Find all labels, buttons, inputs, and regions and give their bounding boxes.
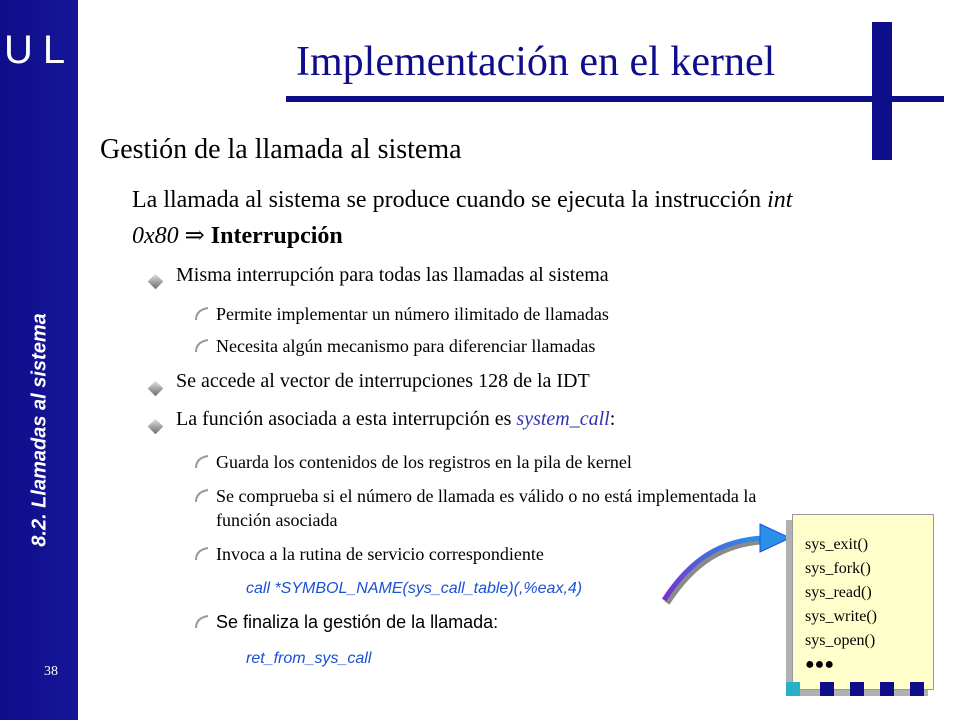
table-entry: sys_open()	[805, 632, 876, 649]
intro-code: int 0x80	[132, 187, 793, 249]
bullet-3-4: Se finaliza la gestión de la llamada:	[216, 612, 499, 632]
intro-text: La llamada al sistema se produce cuando se ejecuta la instrucción	[132, 187, 768, 213]
section-label: 8.2. Llamadas al sistema	[28, 313, 51, 547]
intro-arrow: ⇒	[178, 223, 211, 249]
bullet-1-2: Necesita algún mecanismo para diferenciar llamadas	[216, 336, 596, 356]
ull-logo: ULL	[4, 28, 108, 72]
table-entry: sys_fork()	[805, 560, 871, 577]
system-call-term: system_call	[516, 408, 610, 430]
bullet-3-text: La función asociada a esta interrupción es	[176, 408, 517, 430]
table-ellipsis: ●●●	[805, 656, 834, 673]
bullet-2: Se accede al vector de interrupciones 128 de la IDT	[176, 370, 590, 392]
bullet-3-1: Guarda los contenidos de los registros en la pila de kernel	[216, 452, 632, 472]
footer-square	[880, 682, 894, 696]
code-call: call *SYMBOL_NAME(sys_call_table)(,%eax,4)	[246, 580, 583, 597]
footer-square	[910, 682, 924, 696]
footer-square	[850, 682, 864, 696]
slide-title: Implementación en el kernel	[296, 39, 776, 85]
table-entry: sys_read()	[805, 584, 872, 601]
table-entry: sys_exit()	[805, 536, 869, 553]
bullet-3-3: Invoca a la rutina de servicio correspondiente	[216, 544, 544, 564]
bullet-1-1: Permite implementar un número ilimitado de llamadas	[216, 304, 609, 324]
page-number: 38	[44, 664, 58, 679]
bullet-3-2: Se comprueba si el número de llamada es válido o no está implementada la función asociada	[216, 486, 757, 530]
footer-square	[786, 682, 800, 696]
heading: Gestión de la llamada al sistema	[100, 134, 462, 165]
code-ret: ret_from_sys_call	[246, 650, 372, 667]
bullet-1: Misma interrupción para todas las llamadas al sistema	[176, 264, 609, 286]
footer-square	[820, 682, 834, 696]
table-entry: sys_write()	[805, 608, 877, 625]
intro-bold: Interrupción	[210, 223, 343, 249]
syscall-table-box	[792, 514, 934, 690]
bullet-3-colon: :	[609, 408, 616, 430]
